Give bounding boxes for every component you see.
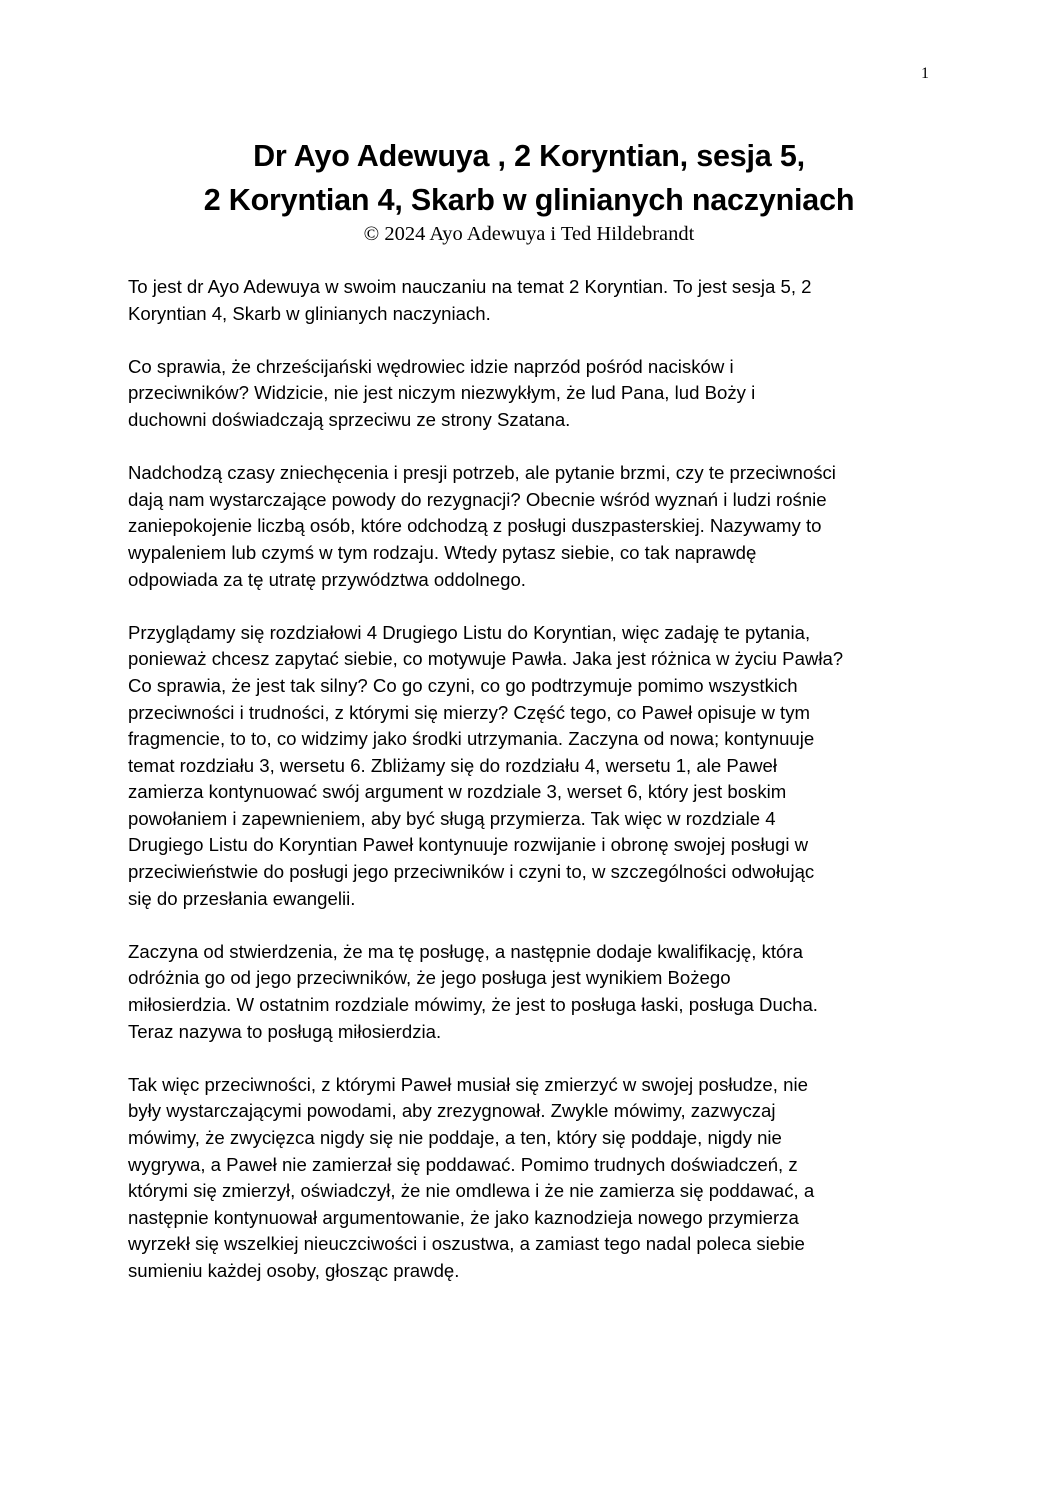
paragraph-line: się do przesłania ewangelii. [128, 887, 356, 909]
paragraph-line: przeciwności i trudności, z którymi się mierzy? Część tego, co Paweł opisuje w tym [128, 701, 810, 723]
paragraph-line: Tak więc przeciwności, z którymi Paweł musiał się zmierzyć w swojej posłudze, nie [128, 1073, 808, 1095]
paragraph-line: przeciwieństwie do posługi jego przeciwników i czyni to, w szczególności odwołując [128, 861, 815, 883]
paragraph-line: powołaniem i zapewnieniem, aby być sługą przymierza. Tak więc w rozdziale 4 [128, 807, 776, 829]
paragraph-line: Koryntian 4, Skarb w glinianych naczyniach. [128, 302, 491, 324]
paragraph-line: Co sprawia, że jest tak silny? Co go czyni, co go podtrzymuje pomimo wszystkich [128, 674, 798, 696]
paragraph-line: odpowiada za tę utratę przywództwa oddolnego. [128, 568, 526, 590]
paragraph-line: To jest dr Ayo Adewuya w swoim nauczaniu na temat 2 Koryntian. To jest sesja 5, 2 [128, 276, 812, 297]
paragraph-line: wygrywa, a Paweł nie zamierzał się poddawać. Pomimo trudnych doświadczeń, z [128, 1153, 798, 1175]
paragraph-line: zamierza kontynuować swój argument w rozdziale 3, werset 6, który jest boskim [128, 781, 787, 803]
paragraph-line: następnie kontynuował argumentowanie, że jako kaznodzieja nowego przymierza [128, 1206, 799, 1228]
document-title-line-2: 2 Koryntian 4, Skarb w glinianych naczyniach [203, 183, 855, 217]
document-header [0, 134, 1058, 247]
paragraph-1 [128, 274, 928, 327]
paragraph-line: duchowni doświadczają sprzeciwu ze strony Szatana. [128, 408, 571, 430]
paragraph-line: zaniepokojenie liczbą osób, które odchodzą z posługi duszpasterskiej. Nazywamy to [128, 515, 822, 537]
paragraph-2 [128, 354, 928, 434]
paragraph-line: Zaczyna od stwierdzenia, że ma tę posługę, a następnie dodaje kwalifikację, która [128, 940, 803, 962]
document-title-line-1: Dr Ayo Adewuya , 2 Koryntian, sesja 5, [253, 139, 805, 173]
paragraph-line: Co sprawia, że chrześcijański wędrowiec idzie naprzód pośród nacisków i [128, 355, 734, 377]
paragraph-line: mówimy, że zwycięzca nigdy się nie poddaje, a ten, który się poddaje, nigdy nie [128, 1127, 782, 1148]
paragraph-line: fragmencie, to to, co widzimy jako środki utrzymania. Zaczyna od nowa; kontynuuje [128, 728, 815, 750]
paragraph-line: Przyglądamy się rozdziałowi 4 Drugiego Listu do Koryntian, więc zadaję te pytania, [128, 621, 811, 643]
paragraph-line: Drugiego Listu do Koryntian Paweł kontynuuje rozwijanie i obronę swojej posługi w [128, 834, 809, 856]
paragraph-line: temat rozdziału 3, wersetu 6. Zbliżamy się do rozdziału 4, wersetu 1, ale Paweł [128, 754, 778, 776]
paragraph-line: sumieniu każdej osoby, głosząc prawdę. [128, 1259, 460, 1281]
copyright-notice: © 2024 Ayo Adewuya i Ted Hildebrandt [363, 223, 695, 245]
page-number: 1 [921, 65, 929, 82]
paragraph-line: Teraz nazywa to posługą miłosierdzia. [128, 1020, 442, 1042]
paragraph-4 [128, 620, 928, 913]
paragraph-line: którymi się zmierzył, oświadczył, że nie omdlewa i że nie zamierza się poddawać, a [128, 1180, 815, 1202]
paragraph-3 [128, 460, 928, 593]
paragraph-line: wyrzekł się wszelkiej nieuczciwości i oszustwa, a zamiast tego nadal poleca siebie [128, 1233, 805, 1255]
paragraph-line: były wystarczającymi powodami, aby zrezygnował. Zwykle mówimy, zazwyczaj [128, 1100, 776, 1122]
paragraph-5 [128, 939, 928, 1045]
document-body [128, 274, 928, 1311]
paragraph-line: ponieważ chcesz zapytać siebie, co motywuje Pawła. Jaka jest różnica w życiu Pawła? [128, 648, 844, 670]
paragraph-line: Nadchodzą czasy zniechęcenia i presji potrzeb, ale pytanie brzmi, czy te przeciwności [128, 462, 836, 484]
paragraph-6 [128, 1072, 928, 1285]
paragraph-line: wypaleniem lub czymś w tym rodzaju. Wtedy pytasz siebie, co tak naprawdę [128, 541, 757, 563]
paragraph-line: miłosierdzia. W ostatnim rozdziale mówimy, że jest to posługa łaski, posługa Ducha. [128, 994, 818, 1016]
paragraph-line: odróżnia go od jego przeciwników, że jego posługa jest wynikiem Bożego [128, 967, 731, 989]
paragraph-line: przeciwników? Widzicie, nie jest niczym niezwykłym, że lud Pana, lud Boży i [128, 382, 756, 404]
paragraph-line: dają nam wystarczające powody do rezygnacji? Obecnie wśród wyznań i ludzi rośnie [128, 488, 827, 510]
